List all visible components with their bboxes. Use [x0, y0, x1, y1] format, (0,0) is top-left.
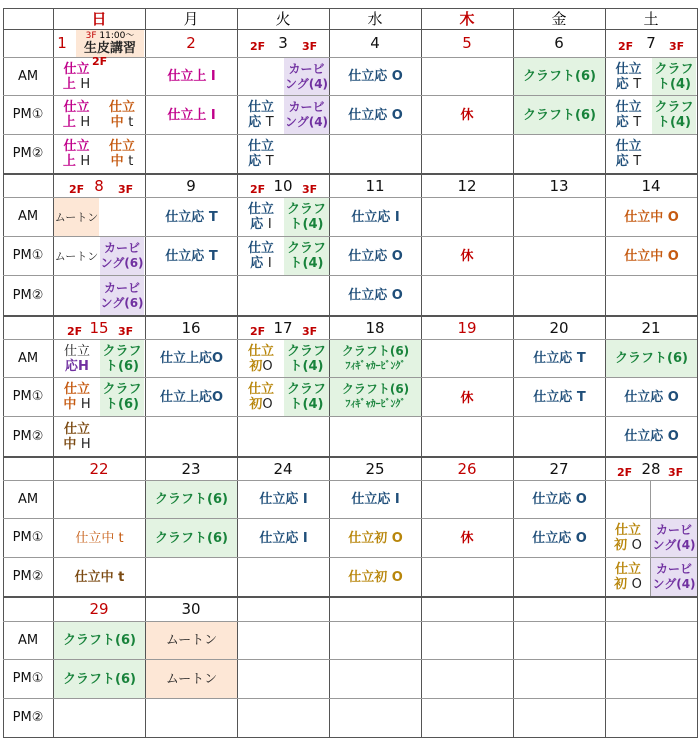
booking: 仕立応 O	[624, 389, 679, 405]
day-number: 23	[181, 460, 201, 478]
booking: クラフト(6) ﾌｨｷﾞｬｶｰﾋﾞﾝｸﾞ	[330, 378, 421, 416]
closed-label: 休	[460, 531, 474, 546]
booking: 仕立上応O	[159, 389, 224, 405]
floor-2f-label: 2F	[618, 40, 634, 53]
day-number: 5	[462, 34, 472, 52]
slot-am: AM	[17, 68, 39, 84]
floor-3f-label: 3F	[85, 31, 97, 41]
booking: クラフト(6)	[514, 58, 605, 95]
slot-pm2: PM②	[12, 287, 44, 303]
day-number: 28	[641, 460, 661, 478]
booking: カービ ング(4)	[284, 58, 329, 95]
slot-pm1: PM①	[12, 530, 44, 545]
grid-line	[237, 8, 238, 738]
booking: 仕立応 T	[533, 351, 586, 366]
lecture-box	[76, 30, 144, 57]
floor-3f-label: 3F	[302, 183, 318, 196]
booking: 仕立応 T	[165, 209, 218, 225]
floor-3f-label: 3F	[302, 325, 318, 338]
day-number: 11	[365, 177, 385, 195]
slot-pm1: PM①	[12, 248, 44, 263]
booking: クラフ ト(4)	[652, 96, 696, 134]
floor-3f-label: 3F	[668, 466, 684, 479]
booking: 仕立応 O	[532, 492, 587, 507]
floor-2f-label: 2F	[69, 183, 85, 196]
booking: クラフ ト(4)	[284, 378, 329, 416]
grid-line	[697, 8, 698, 738]
booking: 仕立 上 H	[62, 100, 91, 130]
booking: クラフト(6)	[606, 340, 697, 377]
weekday-wed: 水	[367, 10, 383, 28]
booking: 仕立 応 T	[247, 139, 274, 169]
day-number: 30	[181, 600, 201, 618]
booking: 仕立 上 H	[62, 61, 91, 92]
floor-2f-label: 2F	[250, 183, 266, 196]
slot-pm1: PM①	[12, 389, 44, 404]
floor-3f-label: 3F	[669, 40, 685, 53]
booking: 仕立応 O	[532, 530, 587, 546]
day-number: 8	[94, 177, 104, 195]
booking: 仕立 応 T	[615, 139, 642, 169]
day-number: 13	[549, 177, 569, 195]
weekday-tue: 火	[275, 10, 291, 28]
floor-2f-label: 2F	[617, 466, 633, 479]
grid-line	[3, 737, 697, 738]
booking: クラフト(6)	[514, 96, 605, 134]
booking: 仕立 初O	[247, 382, 274, 412]
booking: 仕立中 t	[75, 530, 124, 546]
booking: カービ ング(6)	[100, 276, 144, 315]
booking: 仕立上 I	[167, 69, 216, 84]
closed-label: 休	[460, 390, 474, 406]
booking: 仕立上応O	[159, 351, 224, 366]
booking: 仕立 応 T	[247, 100, 274, 130]
day-number: 29	[89, 600, 109, 618]
slot-pm1: PM①	[12, 107, 44, 122]
booking: 仕立 応 I	[247, 202, 274, 232]
day-number: 27	[549, 460, 569, 478]
floor-3f-label: 3F	[302, 40, 318, 53]
day-number: 6	[554, 34, 564, 52]
day-number: 22	[89, 460, 109, 478]
floor-2f-label: 2F	[92, 55, 108, 68]
day-number: 21	[641, 319, 661, 337]
booking: 仕立応 T	[533, 389, 586, 405]
day-number: 7	[646, 34, 656, 52]
booking: 仕立 中 H	[63, 382, 91, 412]
booking: 仕立 応 I	[247, 241, 274, 271]
floor-3f-label: 3F	[118, 325, 134, 338]
day-number: 17	[273, 319, 293, 337]
booking: 仕立 応 T	[615, 100, 642, 130]
weekday-thu: 木	[459, 10, 475, 28]
slot-am: AM	[17, 491, 39, 507]
booking: ムートン	[54, 198, 99, 236]
closed-label: 休	[460, 249, 474, 264]
booking: 仕立応 O	[348, 248, 403, 264]
closed-label: 休	[460, 108, 474, 123]
day-number: 2	[186, 34, 196, 52]
booking: 仕立応 I	[259, 530, 308, 546]
slot-pm2: PM②	[12, 569, 44, 584]
booking: 仕立 中 t	[108, 100, 135, 130]
booking: クラフト(6)	[146, 481, 237, 518]
day-number: 24	[273, 460, 293, 478]
weekday-mon: 月	[183, 10, 199, 28]
slot-am: AM	[17, 350, 39, 366]
booking: クラフト(6)	[146, 519, 237, 557]
booking: 仕立 初O	[247, 343, 274, 374]
booking: 仕立初 O	[348, 530, 403, 546]
booking: 仕立 初 O	[614, 523, 642, 553]
floor-3f-label: 3F	[118, 183, 134, 196]
day-number: 19	[457, 319, 477, 337]
slot-am: AM	[17, 632, 39, 648]
day-number: 12	[457, 177, 477, 195]
booking: 仕立 上 H	[62, 139, 91, 169]
booking: 仕立応 I	[259, 492, 308, 507]
booking: ムートン	[146, 622, 237, 659]
booking: 仕立中 t	[74, 569, 125, 585]
booking: 仕立応 O	[624, 429, 679, 444]
day-number: 14	[641, 177, 661, 195]
day-number: 1	[57, 34, 67, 52]
booking: 仕立初 O	[348, 569, 403, 585]
floor-2f-label: 2F	[67, 325, 83, 338]
day-number: 9	[186, 177, 196, 195]
booking: クラフ ト(6)	[100, 378, 144, 416]
booking: クラフト(6)	[54, 622, 145, 659]
booking: 仕立応 I	[351, 209, 400, 225]
day-number: 16	[181, 319, 201, 337]
booking: 仕立中 O	[624, 248, 679, 264]
booking: 仕立応 O	[348, 69, 403, 84]
booking: 仕立 応 T	[615, 61, 642, 92]
day-number: 3	[278, 34, 288, 52]
day-number: 18	[365, 319, 385, 337]
lecture-time: 11:00～	[99, 31, 135, 41]
booking: クラフト(6)	[54, 660, 145, 698]
weekday-fri: 金	[551, 10, 567, 28]
booking: 仕立 中 H	[63, 421, 91, 452]
booking: 仕立応 O	[348, 107, 403, 123]
booking: 仕立応 T	[165, 248, 218, 264]
slot-pm2: PM②	[12, 146, 44, 161]
booking: ムートン	[146, 660, 237, 698]
booking: カービ ング(4)	[651, 558, 697, 596]
booking: 仕立応 I	[351, 492, 400, 507]
slot-pm1: PM①	[12, 671, 44, 686]
slot-pm2: PM②	[12, 710, 44, 725]
booking: 仕立中 O	[624, 209, 679, 225]
booking: 仕立上 I	[167, 107, 216, 123]
booking: クラフ ト(4)	[284, 340, 329, 377]
day-number: 20	[549, 319, 569, 337]
day-number: 4	[370, 34, 380, 52]
booking: 仕立 中 t	[108, 139, 135, 169]
booking: クラフ ト(4)	[284, 198, 329, 236]
booking: クラフ ト(6)	[100, 340, 144, 377]
booking: 仕立 初 O	[614, 562, 642, 592]
floor-2f-label: 2F	[250, 325, 266, 338]
lecture-title: 生皮講習	[83, 41, 136, 56]
booking: カービ ング(4)	[651, 519, 697, 557]
booking: クラフト(6) ﾌｨｷﾞｬｶｰﾋﾞﾝｸﾞ	[330, 340, 421, 377]
booking: クラフ ト(4)	[284, 237, 329, 275]
weekday-sun: 日	[91, 10, 107, 28]
booking: 仕立応 O	[348, 288, 403, 303]
floor-2f-label: 2F	[250, 40, 266, 53]
slot-am: AM	[17, 209, 39, 224]
slot-pm2: PM②	[12, 428, 44, 444]
weekday-sat: 土	[643, 10, 659, 28]
grid-line	[3, 416, 697, 417]
day-number: 25	[365, 460, 385, 478]
booking: 仕立 応H	[63, 343, 90, 374]
grid-line	[3, 698, 697, 699]
day-number: 15	[89, 319, 109, 337]
booking: カービ ング(4)	[284, 96, 329, 134]
booking: カービ ング(6)	[100, 237, 144, 275]
day-number: 26	[457, 460, 477, 478]
booking: ムートン	[54, 237, 99, 275]
day-number: 10	[273, 177, 293, 195]
booking: クラフ ト(4)	[652, 58, 696, 95]
